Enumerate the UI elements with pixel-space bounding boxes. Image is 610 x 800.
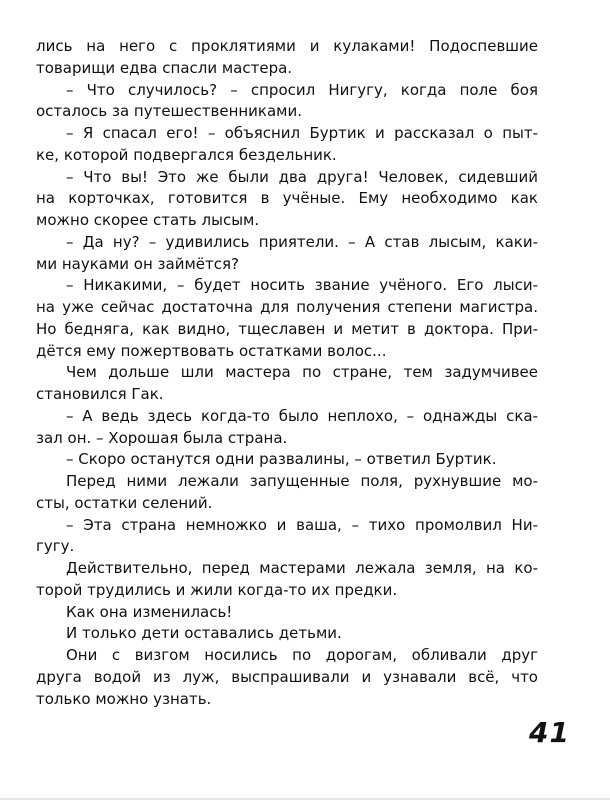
text-line: друга водой из луж, выспрашивали и узнавали всё, что [36,667,538,686]
paragraph [36,406,538,450]
paragraph [36,645,538,710]
paragraph [36,602,538,624]
paragraph [36,471,538,515]
text-line: – Никакими, – будет носить звание учёного. Его лыси- [66,276,538,295]
body-text [36,36,538,710]
text-line: Перед ними лежали запущенные поля, рухнувшие мо- [66,472,538,490]
page-number: 41 [529,716,570,749]
text-line: дётся ему пожертвовать остатками волос... [36,341,387,360]
text-line: можно скорее стать лысым. [36,211,260,229]
text-line: – А ведь здесь когда-то было неплохо, – однажды ска- [66,406,538,425]
paragraph [36,623,538,645]
text-line: сты, остатки селений. [36,493,213,512]
text-line: – Что случилось? – спросил Нигугу, когда поле боя [66,80,538,99]
text-line: – Скоро останутся одни развалины, – ответил Буртик. [66,450,497,469]
paragraph [36,123,538,167]
text-line: ми науками он займётся? [36,254,239,273]
paragraph [36,80,538,124]
text-line: лись на него с проклятиями и кулаками! Подоспевшие [36,37,538,55]
text-line: И только дети оставались детьми. [66,624,342,643]
paragraph [36,558,538,602]
paragraph [36,36,538,80]
text-line: зал он. – Хорошая была страна. [36,428,288,447]
paragraph [36,232,538,276]
text-line: Но бедняга, как видно, тщеславен и метит в доктора. При- [36,319,538,338]
text-line: ке, которой подвергался бездельник. [36,145,337,164]
text-line: на уже сейчас достаточна для получения степени магистра. [36,298,538,316]
text-line: на корточках, готовится в учёные. Ему необходимо как [36,189,538,208]
text-line: осталось за путешественниками. [36,102,303,121]
paragraph [36,449,538,471]
text-line: только можно узнать. [36,689,212,708]
text-line: Как она изменилась! [66,602,233,621]
paragraph [36,167,538,232]
text-line: – Да ну? – удивились приятели. – А став лысым, каки- [66,232,538,251]
text-line: становился Гак. [36,385,164,403]
text-line: Они с визгом носились по дорогам, обливали друг [66,646,538,664]
text-line: товарищи едва спасли мастера. [36,58,293,77]
text-line: гугу. [36,537,75,556]
paragraph [36,275,538,362]
text-line: – Эта страна немножко и ваша, – тихо промолвил Ни- [66,515,538,534]
paragraph [36,362,538,406]
paragraph [36,515,538,559]
text-line: – Что вы! Это же были два друга! Человек, сидевший [66,167,538,186]
text-line: Чем дольше шли мастера по стране, тем задумчивее [66,363,538,382]
text-line: торой трудились и жили когда-то их предки. [36,580,398,599]
text-line: – Я спасал его! – объяснил Буртик и рассказал о пыт- [66,124,538,142]
text-line: Действительно, перед мастерами лежала земля, на ко- [66,559,538,577]
